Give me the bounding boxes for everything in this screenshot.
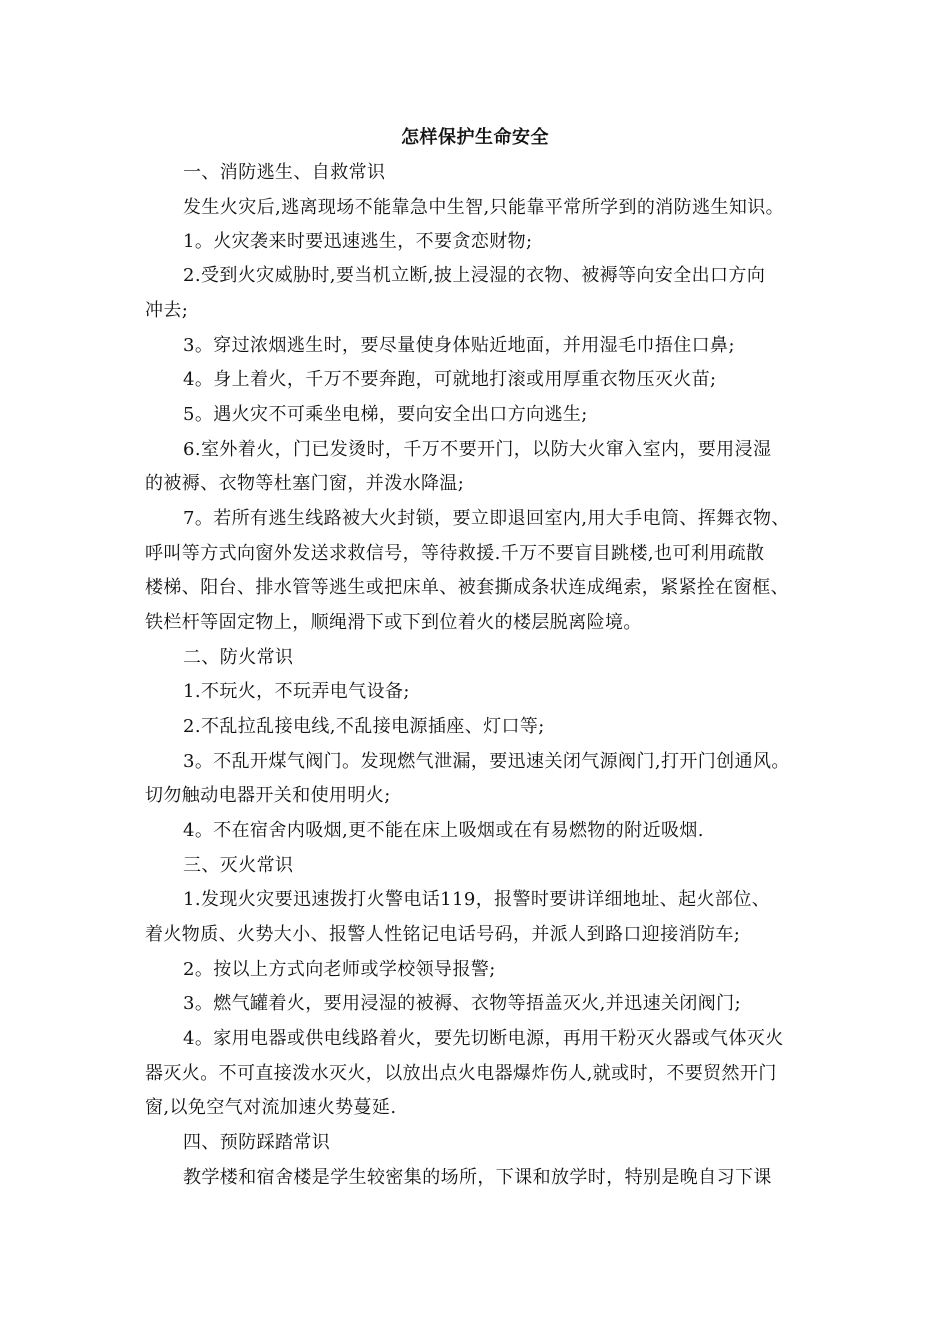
paragraph-line: 7。若所有逃生线路被大火封锁，要立即退回室内,用大手电筒、挥舞衣物、 bbox=[183, 508, 790, 529]
document-title: 怎样保护生命安全 bbox=[401, 127, 549, 148]
paragraph-line: 楼梯、阳台、排水管等逃生或把床单、被套撕成条状连成绳索，紧紧拴在窗框、 bbox=[145, 577, 789, 598]
paragraph-line: 器灭火。不可直接泼水灭火，以放出点火电器爆炸伤人,就或时，不要贸然开门 bbox=[145, 1063, 777, 1084]
section-heading-fire-escape: 一、消防逃生、自救常识 bbox=[183, 162, 386, 183]
paragraph-line: 切勿触动电器开关和使用明火; bbox=[145, 785, 391, 806]
paragraph-line: 4。不在宿舍内吸烟,更不能在床上吸烟或在有易燃物的附近吸烟. bbox=[183, 820, 704, 841]
paragraph-line: 2。按以上方式向老师或学校领导报警; bbox=[183, 959, 496, 980]
paragraph-line: 3。穿过浓烟逃生时，要尽量使身体贴近地面，并用湿毛巾捂住口鼻; bbox=[183, 335, 735, 356]
paragraph-line: 6.室外着火，门已发烫时，千万不要开门，以防大火窜入室内，要用浸湿 bbox=[183, 439, 772, 460]
paragraph-line: 3。燃气罐着火，要用浸湿的被褥、衣物等捂盖灭火,并迅速关闭阀门; bbox=[183, 993, 742, 1014]
paragraph-line: 呼叫等方式向窗外发送求救信号，等待救援.千万不要盲目跳楼,也可利用疏散 bbox=[145, 543, 765, 564]
paragraph-line: 2.不乱拉乱接电线,不乱接电源插座、灯口等; bbox=[183, 716, 545, 737]
paragraph-line: 教学楼和宿舍楼是学生较密集的场所，下课和放学时，特别是晚自习下课 bbox=[183, 1167, 772, 1188]
paragraph-line: 4。家用电器或供电线路着火，要先切断电源，再用干粉灭火器或气体灭火 bbox=[183, 1028, 784, 1049]
paragraph-line: 4。身上着火，千万不要奔跑，可就地打滚或用厚重衣物压灭火苗; bbox=[183, 369, 717, 390]
paragraph-line: 窗,以免空气对流加速火势蔓延. bbox=[145, 1097, 397, 1118]
paragraph-line: 1.不玩火，不玩弄电气设备; bbox=[183, 681, 410, 702]
section-heading-firefighting: 三、灭火常识 bbox=[183, 855, 294, 876]
section-heading-stampede-prevention: 四、预防踩踏常识 bbox=[183, 1132, 331, 1153]
paragraph-line: 1。火灾袭来时要迅速逃生，不要贪恋财物; bbox=[183, 231, 533, 252]
paragraph-line: 发生火灾后,逃离现场不能靠急中生智,只能靠平常所学到的消防逃生知识。 bbox=[183, 197, 785, 218]
paragraph-line: 着火物质、火势大小、报警人性铭记电话号码，并派人到路口迎接消防车; bbox=[145, 924, 741, 945]
paragraph-line: 的被褥、衣物等杜塞门窗，并泼水降温; bbox=[145, 473, 465, 494]
paragraph-line: 1.发现火灾要迅速拨打火警电话119，报警时要讲详细地址、起火部位、 bbox=[183, 889, 771, 910]
paragraph-line: 铁栏杆等固定物上，顺绳滑下或下到位着火的楼层脱离险境。 bbox=[145, 612, 642, 633]
paragraph-line: 3。不乱开煤气阀门。发现燃气泄漏，要迅速关闭气源阀门,打开门创通风。 bbox=[183, 751, 790, 772]
section-heading-fire-prevention: 二、防火常识 bbox=[183, 647, 294, 668]
paragraph-line: 5。遇火灾不可乘坐电梯，要向安全出口方向逃生; bbox=[183, 404, 588, 425]
paragraph-line: 2.受到火灾威胁时,要当机立断,披上浸湿的衣物、被褥等向安全出口方向 bbox=[183, 265, 766, 286]
paragraph-line: 冲去; bbox=[145, 300, 189, 321]
